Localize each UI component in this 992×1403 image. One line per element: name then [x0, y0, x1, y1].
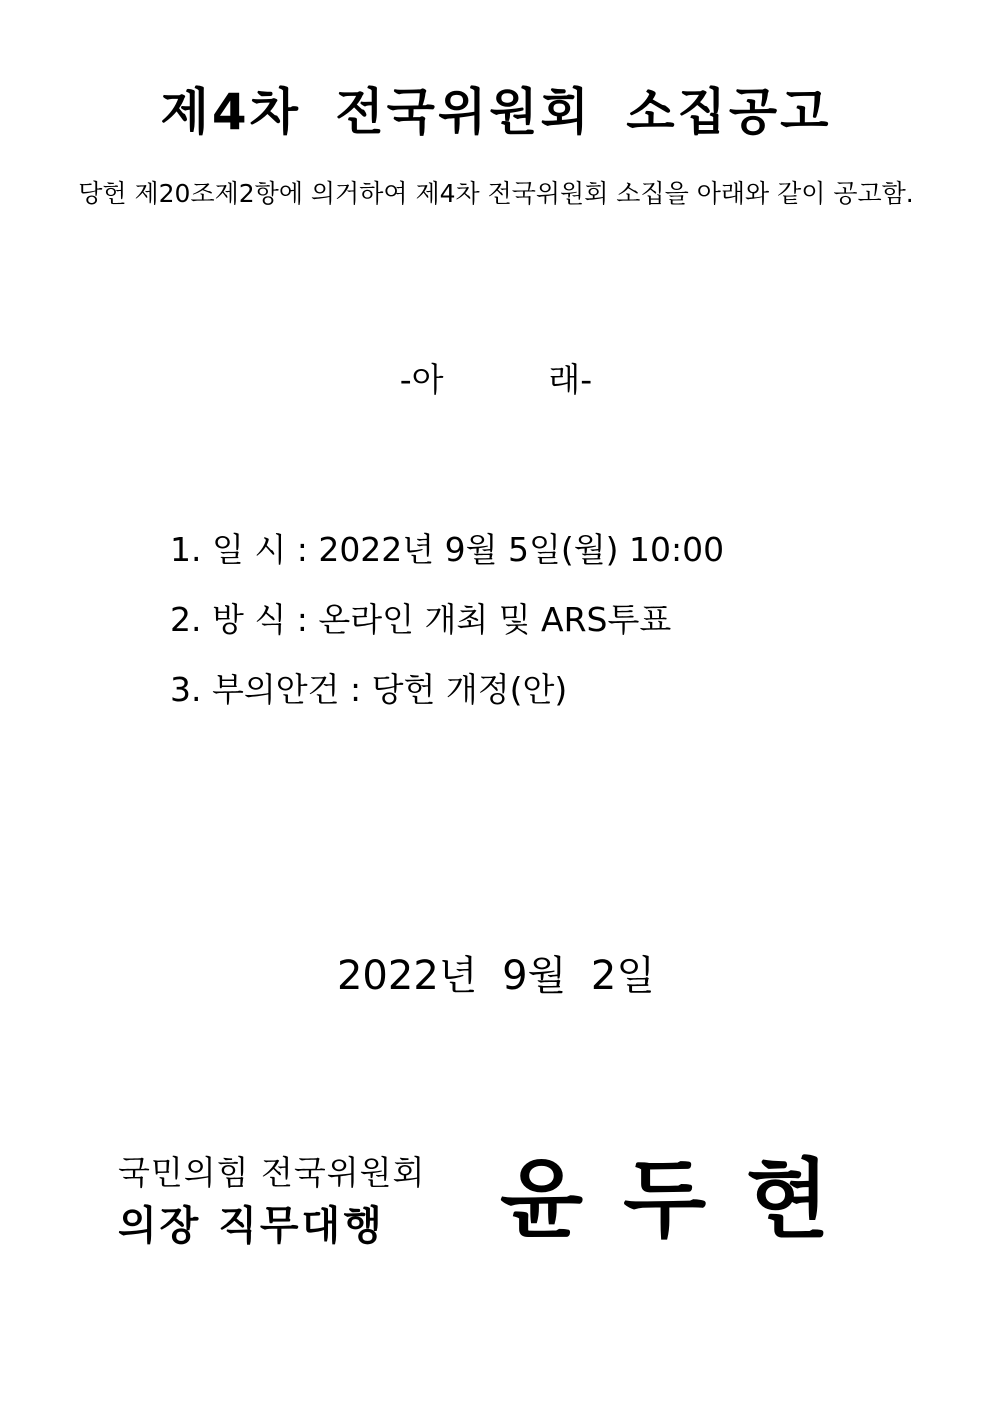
- notice-intro: 당헌 제20조제2항에 의거하여 제4차 전국위원회 소집을 아래와 같이 공고함.: [78, 179, 914, 208]
- notice-date: 2022년 9월 2일: [336, 953, 656, 999]
- agenda-item-datetime: 1. 일 시 : 2022년 9월 5일(월) 10:00: [170, 530, 725, 569]
- agenda-item-agenda: 3. 부의안건 : 당헌 개정(안): [170, 670, 568, 709]
- signer-organization: 국민의힘 전국위원회: [118, 1153, 426, 1192]
- agenda-list: [170, 515, 724, 725]
- section-heading: -아 래-: [399, 360, 593, 399]
- signer-role: 의장 직무대행: [118, 1203, 385, 1249]
- notice-title: 제4차 전국위원회 소집공고: [160, 83, 832, 141]
- signer-name-signature: 윤두현: [500, 1149, 870, 1250]
- signer-block: [118, 1152, 425, 1254]
- agenda-item-method: 2. 방 식 : 온라인 개최 및 ARS투표: [170, 600, 672, 639]
